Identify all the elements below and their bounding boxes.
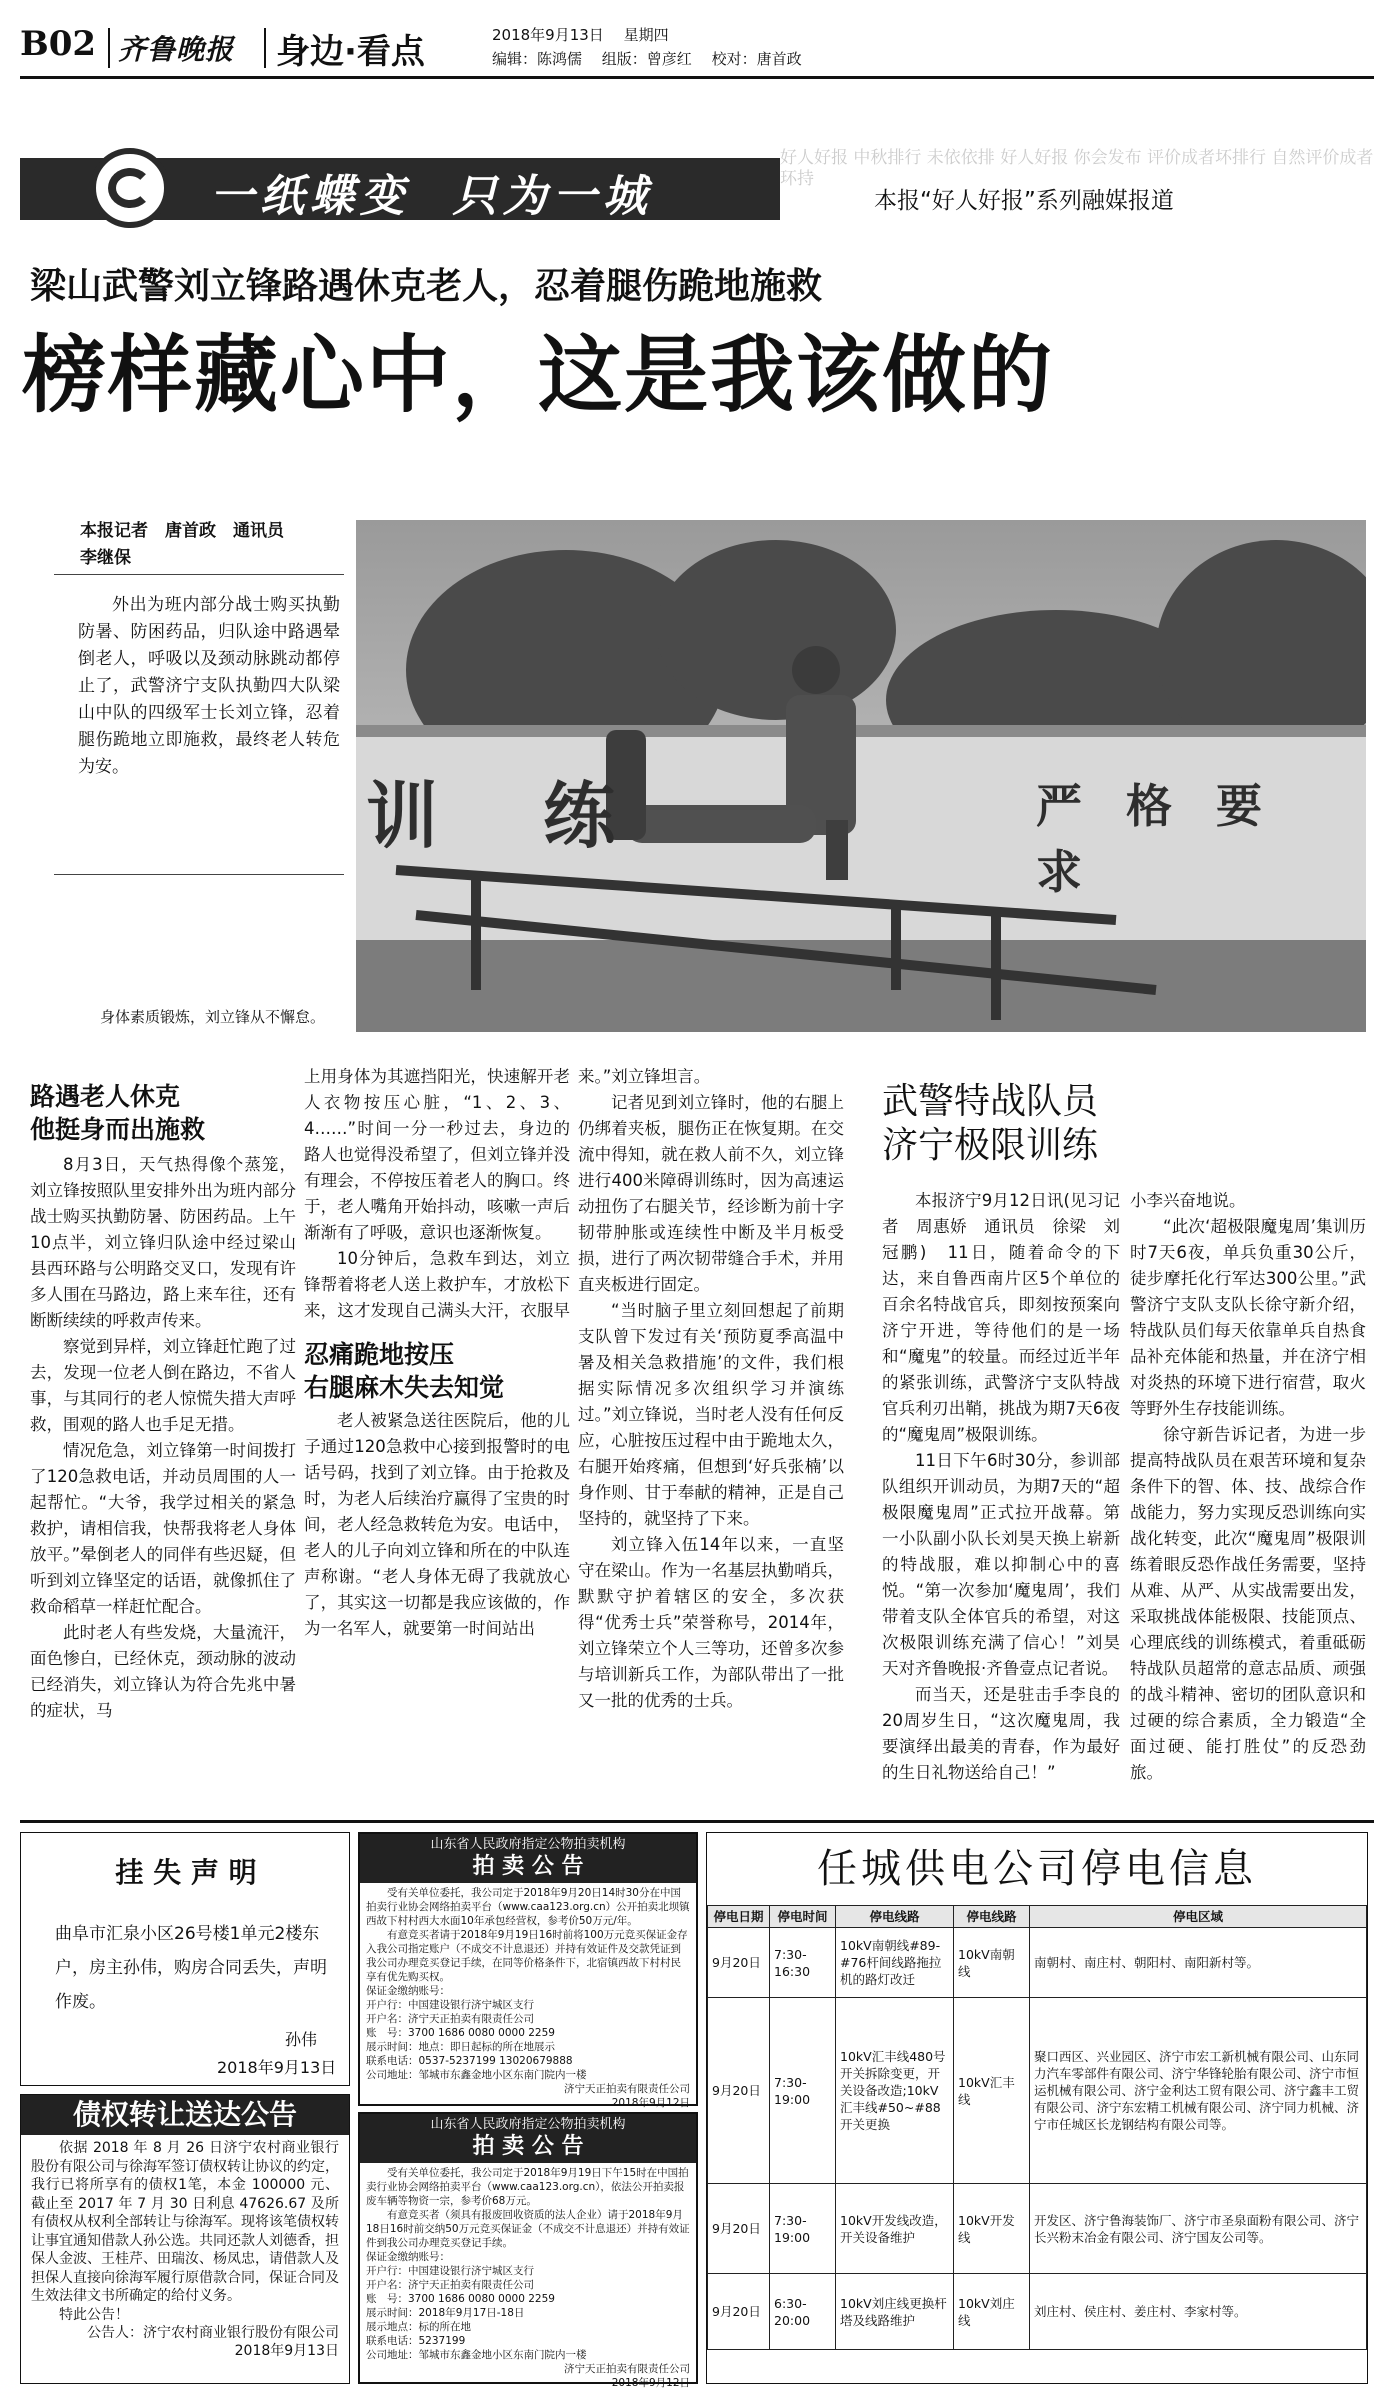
ad-lost-body: 曲阜市汇泉小区26号楼1单元2楼东户，房主孙伟，购房合同丢失，声明作废。 — [55, 1924, 327, 2012]
byline: 本报记者 唐首政 通讯员 李继保 — [54, 518, 344, 575]
banner-slogan: 一纸蝶变 只为一城 — [210, 171, 653, 222]
banner-bg-text: 好人好报 中秋排行 未依依排 好人好报 你会发布 评价成者坏排行 自然评价成者环持 — [780, 148, 1374, 189]
ad-lost — [20, 1832, 350, 2086]
ad-power — [706, 1832, 1368, 2384]
ground — [356, 940, 1366, 1032]
lead-paragraph: 外出为班内部分战士购买执勤防暑、防困药品，归队途中路遇晕倒老人，呼吸以及颈动脉跳动都停止了，武警济宁支队执勤四大队梁山中队的四级军士长刘立锋，忍着腿伤跪地立即施救，最终老人转危为安。 — [78, 595, 340, 777]
article-col-2b: 老人被紧急送往医院后，他的儿子通过120急救中心接到报警时的电话号码，找到了刘立锋。由于抢救及时，为老人后续治疗赢得了宝贵的时间，老人经急救转危为安。电话中，老人的儿子向刘立锋和所在的中队连声称谢。“老人身体无碍了我就放心了，其实这一切都是我应该做的，作为一名军人，就要第一时间站出 — [304, 1411, 570, 1638]
banner-series: 本报“好人好报”系列融媒报道 — [868, 182, 1180, 215]
ad-auction-1-header: 山东省人民政府指定公物拍卖机构 拍 卖 公 告 — [360, 1834, 696, 1883]
ad-debt-title: 债权转让送达公告 — [21, 2095, 349, 2135]
lead-rule — [54, 874, 344, 875]
header-divider — [108, 28, 110, 68]
table-row: 9月20日 7:30-19:00 10kV汇丰线480号开关拆除变更，开关设备改造;10kV汇丰线#50~#88开关更换 10kV汇丰线 聚口西区、兴业园区、济宁市宏工新机械有限公司、山东同力汽车零部件有限公司、济宁华锋轮胎有限公司、济宁市恒运机械有限公司、济宁金利达工贸有限公司、济宁鑫丰工贸有限公司、济宁东宏精工机械有限公司、济宁同力机械、济宁市任城区长龙钢结构有限公司等。 — [708, 1998, 1367, 2184]
side-story-col-2: 小李兴奋地说。 “此次‘超极限魔鬼周’集训历时7天6夜，单兵负重30公斤，徒步摩托化行军达300公里。”武警济宁支队支队长徐守新介绍，特战队员们每天依靠单兵自热食品补充体能和热量，并在济宁相对炎热的环境下进行宿营，取火等野外生存技能训练。 徐守新告诉记者，为进一步提高特战队员在艰苦环境和复杂条件下的智、体、技、战综合作战能力，努力实现反恐训练向实战化转变，此次“魔鬼周”极限训练着眼反恐作战任务需要，坚持从难、从严、从实战需要出发，采取挑战体能极限、技能顶点、心理底线的训练模式，着重砥砺特战队员超常的意志品质、顽强的战斗精神、密切的团队意识和过硬的综合素质，全力锻造“全面过硬、能打胜仗”的反恐劲旅。 — [1130, 1191, 1366, 1782]
header-rule — [20, 76, 1374, 79]
ad-lost-title: 挂 失 声 明 — [115, 1856, 257, 1889]
article-col-1: 8月3日，天气热得像个蒸笼，刘立锋按照队里安排外出为班内部分战士购买执勤防暑、防困药品。上午10点半，刘立锋归队途中经过梁山县西环路与公明路交叉口，发现有许多人围在马路边，路上来车往，还有断断续续的呼救声传来。 察觉到异样，刘立锋赶忙跑了过去，发现一位老人倒在路边，不省人事，与其同行的老人惊慌失措大声呼救，围观的路人也手足无措。 情况危急，刘立锋第一时间拨打了120急救电话，并动员周围的人一起帮忙。“大爷，我学过相关的紧急救护，请相信我，快帮我将老人身体放平。”晕倒老人的同伴有些迟疑，但听到刘立锋坚定的话语，就像抓住了救命稻草一样赶忙配合。 此时老人有些发烧，大量流汗，面色惨白，已经休克，颈动脉的波动已经消失，刘立锋认为符合先兆中暑的症状，马 — [30, 1155, 296, 1720]
ad-auction-2 — [358, 2112, 698, 2389]
ad-debt-signer: 公告人：济宁农村商业银行股份有限公司 — [87, 2324, 339, 2341]
ad-auction-2-body: 受有关单位委托，我公司定于2018年9月19日下午15时在中国拍卖行业协会网络拍卖平台（www.caa123.org.cn），依法公开拍卖报废车辆等物资一宗，参考价68万元。 有意竞买者（须具有报废回收资质的法人企业）请于2018年9月18日16时前交纳50万元竞买保证金（不成交不计息退还）并持有效证件到我公司办理竞买登记手续。 保证金缴纳账号： 开户行：中国建设银行济宁城区支行 开户名：济宁天正拍卖有限责任公司 账 号：3700 1686 0080 0000 2259 展示时间：2018年9月17日-18日 展示地点：标的所在地 联系电话：5237199 公司地址：邹城市东鑫金地小区东南门院内一楼 济宁天正拍卖有限责任公司 2018年9月12日 — [366, 2167, 690, 2389]
ad-auction-1-body: 受有关单位委托，我公司定于2018年9月20日14时30分在中国拍卖行业协会网络拍卖平台（www.caa123.org.cn）公开拍卖北坝镇西故下村村西大水面10年承包经营权，参考价50万元/年。 有意竞买者请于2018年9月19日16时前将100万元竞买保证金存入我公司指定账户（不成交不计息退还）并持有效证件及交款凭证到我公司办理竞买登记手续，在同等价格条件下，北宿镇西故下村村民享有优先购买权。 保证金缴纳账号： 开户行：中国建设银行济宁城区支行 开户名：济宁天正拍卖有限责任公司 账 号：3700 1686 0080 0000 2259 展示时间：地点：即日起标的所在地展示 联系电话：0537-5237199 13020679888 公司地址：邹城市东鑫金地小区东南门院内一楼 济宁天正拍卖有限责任公司 2018年9月12日 — [366, 1887, 690, 2109]
headline-main: 榜样藏心中，这是我该做的 — [22, 326, 1055, 424]
header-divider — [264, 28, 266, 68]
article-col-2: 上用身体为其遮挡阳光，快速解开老人衣物按压心脏，“1、2、3、4……”时间一分一秒过去，身边的路人也觉得没希望了，但刘立锋并没有理会，不停按压着老人的胸口。终于，老人嘴角开始抖动，咳嗽一声后渐渐有了呼吸，意识也逐渐恢复。 10分钟后，急救车到达，刘立锋帮着将老人送上救护车，才放松下来，这才发现自己满头大汗，衣服早 — [304, 1067, 570, 1320]
paper-logo: 齐鲁晚报 — [118, 33, 235, 66]
classified-rule — [20, 1820, 1374, 1823]
power-table-header: 停电日期 停电时间 停电线路 停电线路 停电区域 — [708, 1906, 1367, 1928]
ad-lost-date: 2018年9月13日 — [217, 2058, 337, 2077]
side-story-title: 武警特战队员 济宁极限训练 — [882, 1081, 1099, 1166]
page-number: B02 — [20, 24, 97, 64]
ad-debt-date: 2018年9月13日 — [234, 2342, 339, 2359]
page-header — [20, 14, 1374, 76]
side-story-col-1: 本报济宁9月12日讯(见习记者 周惠娇 通讯员 徐梁 刘冠鹏) 11日，随着命令的下达，来自鲁西南片区5个单位的百余名特战官兵，即刻按预案向济宁开进，等待他们的是一场和“魔鬼”的较量。而经过近半年的紧张训练，武警济宁支队特战官兵利刃出鞘，挑战为期7天6夜的“魔鬼周”极限训练。 11日下午6时30分，参训部队组织开训动员，为期7天的“超极限魔鬼周”正式拉开战幕。第一小队副小队长刘昊天换上崭新的特战服，难以抑制心中的喜悦。“第一次参加‘魔鬼周’，我们带着支队全体官兵的希望，对这次极限训练充满了信心！”刘昊天对齐鲁晚报·齐鲁壹点记者说。 而当天，还是驻击手李良的20周岁生日，“这次魔鬼周，我要演绎出最美的青春，作为最好的生日礼物送给自己！” — [882, 1191, 1120, 1782]
ad-debt-note: 特此公告！ — [59, 2306, 129, 2323]
ad-debt — [20, 2094, 350, 2384]
side-story-box — [858, 1060, 1368, 1808]
section-title: 身边·看点 — [276, 32, 425, 72]
ad-auction-2-header: 山东省人民政府指定公物拍卖机构 拍 卖 公 告 — [360, 2114, 696, 2163]
banner-logo-icon — [90, 148, 170, 228]
power-table — [707, 1905, 1367, 2350]
header-credits: 编辑：陈鸿儒 组版：曾彦红 校对：唐首政 — [492, 50, 802, 68]
subhead-2: 忍痛跪地按压 右腿麻木失去知觉 — [304, 1340, 505, 1402]
wall-slogan-right: 严 格 要 求 — [1036, 779, 1277, 899]
ad-auction-1 — [358, 1832, 698, 2109]
header-date: 2018年9月13日 星期四 — [492, 26, 669, 44]
table-row: 9月20日 7:30-16:30 10kV南朝线#89-#76杆间线路拖拉机的路灯改迁 10kV南朝线 南朝村、南庄村、朝阳村、南阳新村等。 — [708, 1928, 1367, 1998]
subhead-1: 路遇老人休克 他挺身而出施救 — [30, 1082, 206, 1144]
ad-debt-body: 依据 2018 年 8 月 26 日济宁农村商业银行股份有限公司与徐海军签订债权转让协议的约定，我行已将所享有的债权1笔，本金 100000 元、截止至 2017 年 7 月 30 日利息 47626.67 及所有债权从权利全部转让与徐海军。现将该笔债权转让事宜通知借款人孙公选。共同还款人刘德香，担保人金波、王桂芹、田瑞汝、杨凤忠，请借款人及担保人直接向徐海军履行原借款合同，保证合同及生效法律文书所确定的给付义务。 — [31, 2140, 339, 2304]
series-banner — [20, 140, 1374, 240]
table-row: 9月20日 7:30-19:00 10kV开发线改造，开关设备维护 10kV开发线 开发区、济宁鲁海装饰厂、济宁市圣泉面粉有限公司、济宁长兴粉末冶金有限公司、济宁国友公司等。 — [708, 2184, 1367, 2274]
wall-slogan-left: 训 练 — [366, 773, 656, 858]
table-row: 9月20日 6:30-20:00 10kV刘庄线更换杆塔及线路维护 10kV刘庄线 刘庄村、侯庄村、姜庄村、李家村等。 — [708, 2274, 1367, 2350]
byline-rule — [54, 574, 344, 575]
ad-power-title: 任城供电公司停电信息 — [817, 1846, 1257, 1892]
headline-kicker: 梁山武警刘立锋路遇休克老人，忍着腿伤跪地施救 — [30, 265, 823, 307]
main-photo — [356, 520, 1366, 1032]
article-col-3: 来。”刘立锋坦言。 记者见到刘立锋时，他的右腿上仍绑着夹板，腿伤正在恢复期。在交流中得知，就在救人前不久，刘立锋进行400米障碍训练时，因为高速运动扭伤了右腿关节，经诊断为前十字韧带肿胀或连续性中断及半月板受损，进行了两次韧带缝合手术，并用直夹板进行固定。 “当时脑子里立刻回想起了前期支队曾下发过有关‘预防夏季高温中暑及相关急救措施’的文件，我们根据实际情况多次组织学习并演练过。”刘立锋说，当时老人没有任何反应，心脏按压过程中由于跪地太久，右腿开始疼痛，但想到‘好兵张楠’以身作则、甘于奉献的精神，正是自己坚持的，就坚持了下来。 刘立锋入伍14年以来，一直坚守在梁山。作为一名基层执勤哨兵，默默守护着辖区的安全，多次获得“优秀士兵”荣誉称号，2014年，刘立锋荣立个人三等功，还曾多次参与培训新兵工作，为部队带出了一批又一批的优秀的士兵。 — [578, 1067, 844, 1710]
photo-caption: 身体素质锻炼，刘立锋从不懈怠。 — [100, 1008, 326, 1026]
ad-lost-signer: 孙伟 — [285, 2030, 318, 2049]
